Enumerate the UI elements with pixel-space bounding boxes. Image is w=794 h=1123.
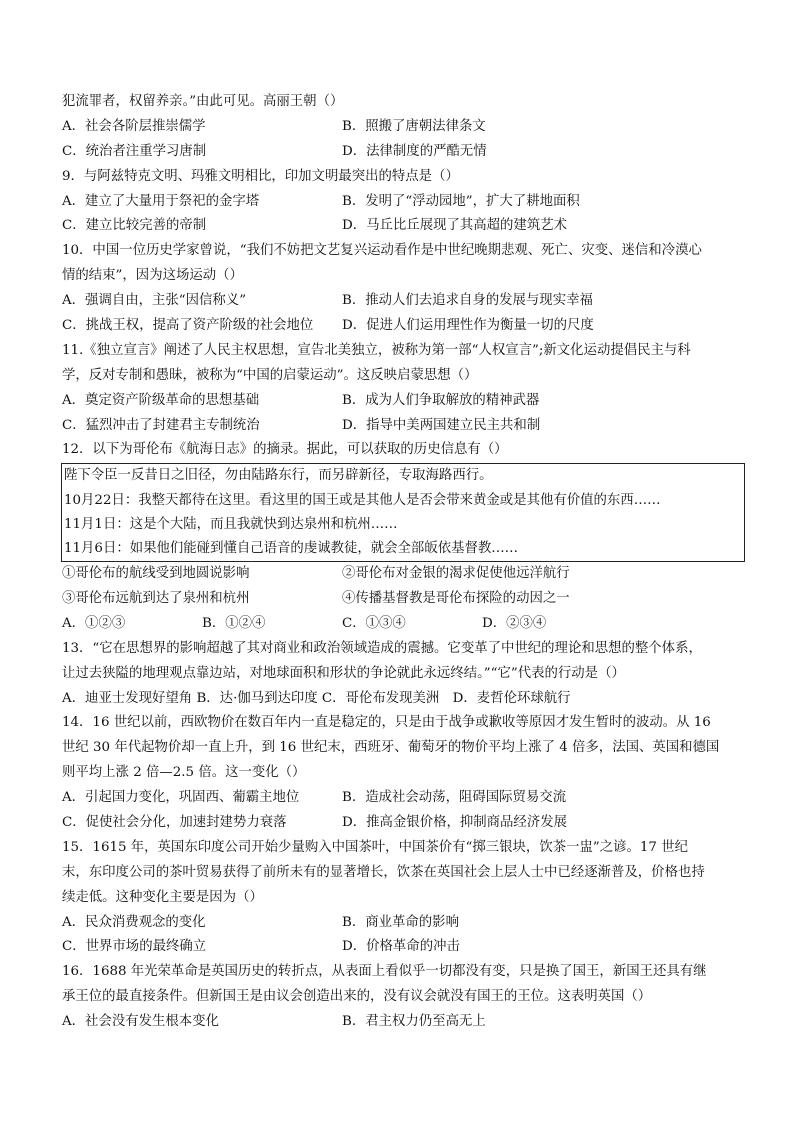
- q15-option-d[interactable]: D．价格革命的冲击: [342, 939, 460, 955]
- q12-option-b[interactable]: B．①②④: [202, 615, 266, 631]
- q9-option-c[interactable]: C．建立比较完善的帝制: [62, 218, 207, 234]
- q12-excerpt-line: 11月6日：如果他们能碰到懂自己语音的虔诚教徒，就会全部皈依基督教……: [64, 540, 519, 556]
- q12-stem: 12．以下为哥伦布《航海日志》的摘录。据此，可以获取的历史信息有（）: [62, 442, 508, 458]
- q14-option-a[interactable]: A．引起国力变化，巩固西、葡霸主地位: [62, 790, 300, 806]
- q8-options-row2: [62, 140, 742, 165]
- exam-page: [62, 90, 742, 1035]
- q9-stem: 9．与阿兹特克文明、玛雅文明相比，印加文明最突出的特点是（）: [62, 168, 459, 184]
- q14-stem-line3: 则平均上涨 2 倍—2.5 倍。这一变化（）: [62, 765, 306, 781]
- q12-excerpt-line: 11月1日：这是个大陆，而且我就快到达泉州和杭州……: [64, 516, 398, 532]
- q10-options-row2: [62, 314, 742, 339]
- q15-option-c[interactable]: C．世界市场的最终确立: [62, 939, 207, 955]
- q11-stem-line1: 11.《独立宣言》阐述了人民主权思想，宣告北美独立，被称为第一部“人权宣言”;新文化运动提倡民主与科: [62, 342, 691, 358]
- q15-option-a[interactable]: A．民众消费观念的变化: [62, 914, 206, 930]
- q9-options-row1: [62, 190, 742, 215]
- q12-item-1: ①哥伦布的航线受到地圆说影响: [62, 566, 250, 582]
- q10-option-c[interactable]: C．挑战王权，提高了资产阶级的社会地位: [62, 318, 314, 334]
- q8-option-d[interactable]: D．法律制度的严酷无情: [342, 143, 487, 159]
- q11-option-b[interactable]: B．成为人们争取解放的精神武器: [342, 392, 540, 408]
- q15-option-b[interactable]: B．商业革命的影响: [342, 914, 459, 930]
- q15-stem-line2: 末，东印度公司的茶叶贸易获得了前所未有的显著增长，饮茶在英国社会上层人士中已经逐渐普及，价格也持: [62, 864, 705, 880]
- q8-option-b[interactable]: B．照搬了唐朝法律条文: [342, 118, 486, 134]
- q10-option-d[interactable]: D．促进人们运用理性作为衡量一切的尺度: [342, 318, 594, 334]
- q15-stem-line1: 15．1615 年，英国东印度公司开始少量购入中国茶叶，中国茶价有“掷三银块，饮茶一盅”之谚。17 世纪: [62, 839, 688, 855]
- q9-option-a[interactable]: A．建立了大量用于祭祀的金字塔: [62, 193, 260, 209]
- q11-option-c[interactable]: C．猛烈冲击了封建君主专制统治: [62, 417, 260, 433]
- q8-stem-tail: 犯流罪者，权留养亲。”由此可见。高丽王朝（）: [62, 94, 344, 109]
- q10-stem-line1: 10．中国一位历史学家曾说，“我们不妨把文艺复兴运动看作是中世纪晚期悲观、死亡、灾变、迷信和冷漠心: [62, 243, 702, 259]
- q12-item-3: ③哥伦布远航到达了泉州和杭州: [62, 591, 250, 606]
- q11-options-row2: [62, 414, 742, 439]
- q11-stem-line2: 学，反对专制和愚昧，被称为“中国的启蒙运动”。这反映启蒙思想（）: [62, 367, 478, 383]
- q12-item-4: ④传播基督教是哥伦布探险的动因之一: [342, 591, 570, 606]
- q13-options[interactable]: A．迪亚士发现好望角 B．达·伽马到达印度 C．哥伦布发现美洲 D．麦哲伦环球航行: [62, 690, 571, 706]
- q9-options-row2: [62, 214, 742, 239]
- q15-options-row1: [62, 911, 742, 936]
- q10-options-row1: [62, 289, 742, 314]
- q14-option-c[interactable]: C．促使社会分化，加速封建势力衰落: [62, 815, 287, 831]
- q16-option-a[interactable]: A．社会没有发生根本变化: [62, 1014, 219, 1030]
- q16-option-b[interactable]: B．君主权力仍至高无上: [342, 1014, 486, 1030]
- q12-option-d[interactable]: D．②③④: [482, 615, 547, 631]
- q11-options-row1: [62, 389, 742, 414]
- q14-stem-line1: 14．16 世纪以前，西欧物价在数百年内一直是稳定的，只是由于战争或歉收等原因才发生暂时的波动。从 16: [62, 715, 711, 731]
- q14-stem-line2: 世纪 30 年代起物价却一直上升，到 16 世纪末，西班牙、葡萄牙的物价平均上涨了 4 倍多，法国、英国和德国: [62, 740, 720, 756]
- q16-stem-line1: 16．1688 年光荣革命是英国历史的转折点，从表面上看似乎一切都没有变，只是换了国王，新国王还具有继: [62, 964, 707, 980]
- q14-options-row1: [62, 786, 742, 811]
- q9-option-d[interactable]: D．马丘比丘展现了其高超的建筑艺术: [342, 218, 567, 234]
- q11-option-d[interactable]: D．指导中美两国建立民主共和制: [342, 417, 541, 433]
- q14-option-d[interactable]: D．推高金银价格，抑制商品经济发展: [342, 815, 567, 831]
- q12-options: [62, 612, 742, 637]
- q12-excerpt-box: [61, 463, 745, 562]
- q8-option-a[interactable]: A．社会各阶层推崇儒学: [62, 118, 206, 134]
- q14-options-row2: [62, 811, 742, 836]
- q12-items-row1: [62, 562, 742, 587]
- q16-options-row1: [62, 1010, 742, 1035]
- q9-option-b[interactable]: B．发明了“浮动园地”，扩大了耕地面积: [342, 193, 580, 209]
- q15-stem-line3: 续走低。这种变化主要是因为（）: [62, 889, 263, 905]
- q16-stem-line2: 承王位的最直接条件。但新国王是由议会创造出来的，没有议会就没有国王的王位。这表明英国（）: [62, 989, 652, 1005]
- q12-option-c[interactable]: C．①③④: [342, 615, 406, 631]
- q11-option-a[interactable]: A．奠定资产阶级革命的思想基础: [62, 392, 260, 408]
- q10-stem-line2: 情的结束”，因为这场运动（）: [62, 268, 243, 284]
- q12-items-row2: [62, 587, 742, 612]
- q8-option-c[interactable]: C．统治者注重学习唐制: [62, 143, 207, 159]
- q13-stem-line1: 13．“它在思想界的影响超越了其对商业和政治领域造成的震撼。它变革了中世纪的理论和思想的整个体系，: [62, 640, 702, 656]
- q12-excerpt-line: 10月22日：我整天都待在这里。看这里的国王或是其他人是否会带来黄金或是其他有价值的东西……: [64, 492, 661, 508]
- q15-options-row2: [62, 935, 742, 960]
- q13-stem-line2: 让过去狭隘的地理观点靠边站，对地球面积和形状的争论就此永远终结。”“它”代表的行动是（）: [62, 665, 625, 681]
- q12-excerpt-line: 陛下令臣一反昔日之旧径，勿由陆路东行，而另辟新径，专取海路西行。: [64, 468, 493, 484]
- q10-option-a[interactable]: A．强调自由，主张“因信称义”: [62, 293, 247, 309]
- q14-option-b[interactable]: B．造成社会动荡，阻碍国际贸易交流: [342, 790, 567, 806]
- q10-option-b[interactable]: B．推动人们去追求自身的发展与现实幸福: [342, 293, 593, 309]
- q12-option-a[interactable]: A．①②③: [62, 615, 126, 631]
- q12-item-2: ②哥伦布对金银的渴求促使他远洋航行: [342, 566, 570, 582]
- q8-options-row1: [62, 115, 742, 140]
